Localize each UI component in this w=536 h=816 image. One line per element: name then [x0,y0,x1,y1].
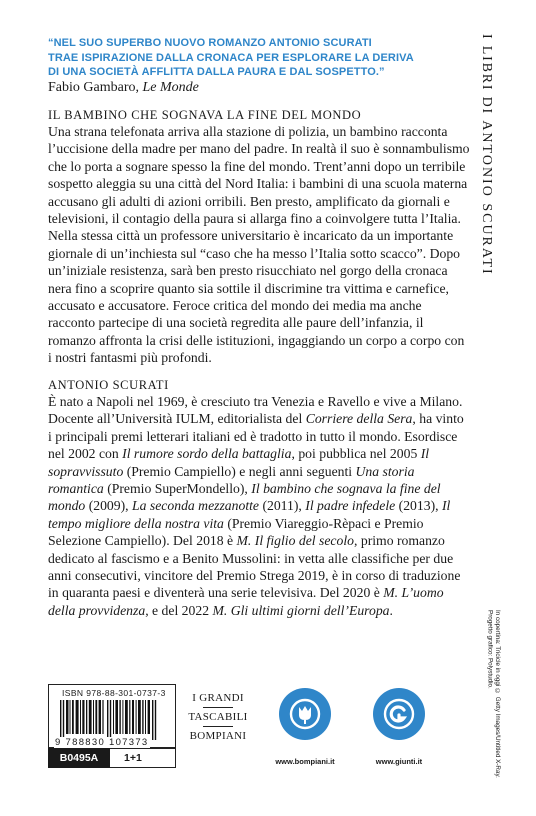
tulip-icon [279,688,331,740]
isbn-label: ISBN 978-88-301-0737-3 [62,688,166,698]
spine-author: ANTONIO SCURATI [479,120,494,276]
quote-line: “NEL SUO SUPERBO NUOVO ROMANZO ANTONIO SCURATI [48,37,372,49]
product-code: B0495A [48,748,110,768]
press-quote [48,36,468,80]
series-divider [203,707,233,708]
series-spine-label [478,34,494,276]
product-code-extra: 1+1 [124,752,142,764]
quote-author: Fabio Gambaro, [48,80,139,95]
credit-line: In copertina: Tricicle in oggi © Getty Images/Untitled X-Ray. [494,610,501,778]
series-logo [186,692,250,742]
series-line: TASCABILI [188,711,248,723]
quote-attribution [48,80,199,96]
spine-prefix: I LIBRI DI [479,34,494,115]
series-line: I GRANDI [192,692,244,704]
bompiani-url: www.bompiani.it [275,757,335,766]
cover-credits [486,610,501,778]
bio-body [48,393,470,619]
synopsis-body [48,123,470,367]
giunti-url: www.giunti.it [375,757,423,766]
quote-line: DI UNA SOCIETÀ AFFLITTA DALLA PAURA E DAL SOSPETTO.” [48,66,385,78]
credit-line: Progetto grafico: Polystudio. [486,610,494,689]
bompiani-logo [279,688,331,740]
bio-title: ANTONIO SCURATI [48,378,169,392]
barcode-number: 9 788830 107373 [55,737,149,748]
synopsis-title: IL BAMBINO CHE SOGNAVA LA FINE DEL MONDO [48,108,362,122]
giunti-logo [373,688,425,740]
quote-line: TRAE ISPIRAZIONE DALLA CRONACA PER ESPLORARE LA DERIVA [48,51,414,64]
bio-text: È nato a Napoli nel 1969, è cresciuto tra Venezia e Ravello e vive a Milano. Docente all’Università IULM, editorialista del Corriere della Sera, ha vinto i principali premi letterari italiani ed è tradotto in tutto il mondo. Esordisce nel 2002 con Il rumore sordo della battaglia, poi pubblica nel 2005 Il sopravvissuto (Premio Campiello) e negli anni seguenti Una storia romantica (Premio SuperMondello), Il bambino che sognava la fine del mondo (2009), La seconda mezzanotte (2011), Il padre infedele (2013), Il tempo migliore della nostra vita (Premio Viareggio-Rèpaci e Premio Selezione Campiello). Del 2018 è M. Il figlio del secolo, primo romanzo dedicato al fascismo e a Benito Mussolini: in vetta alle classifiche per due anni consecutivi, vincitore del Premio Strega 2019, è in corso di traduzione in quaranta paesi e diventerà una serie televisiva. Del 2020 è M. L’uomo della provvidenza, e del 2022 M. Gli ultimi giorni dell’Europa. [48,394,464,618]
barcode-icon [54,700,168,740]
series-line: BOMPIANI [189,730,247,742]
giunti-icon [373,688,425,740]
series-divider [203,726,233,727]
quote-source: Le Monde [142,80,199,95]
synopsis-text: Una strana telefonata arriva alla stazione di polizia, un bambino racconta l’uccisione della madre per mano del padre. In realtà il suo è sonnambulismo che lo porta a sognare spesso la fine del mondo. Trent’anni dopo un terribile sospetto aleggia su una città del Nord Italia: i bambini di una scuola materna accusano gli adulti di azioni orribili. Ben presto, amplificato da giornali e televisioni, il contagio della paura si allarga fino a coinvolgere tutta l’Italia. Nella stessa città un professore universitario è incaricato da un importante giornale di un’inchiesta sul “caso che ha messo l’Italia sotto scacco”. Dopo un’iniziale resistenza, sarà ben presto risucchiato nel gorgo della cronaca nera fino a scoprire quanto sia sottile il discrimine tra vittima e carnefice, accusato e accusatore. Feroce critica del mondo dei media ma anche racconto partecipe di una società regredita alle paure dell’infanzia, il romanzo affronta la crisi delle istituzioni, ingaggiando un corpo a corpo con i nostri fantasmi più profondi. [48,124,470,366]
